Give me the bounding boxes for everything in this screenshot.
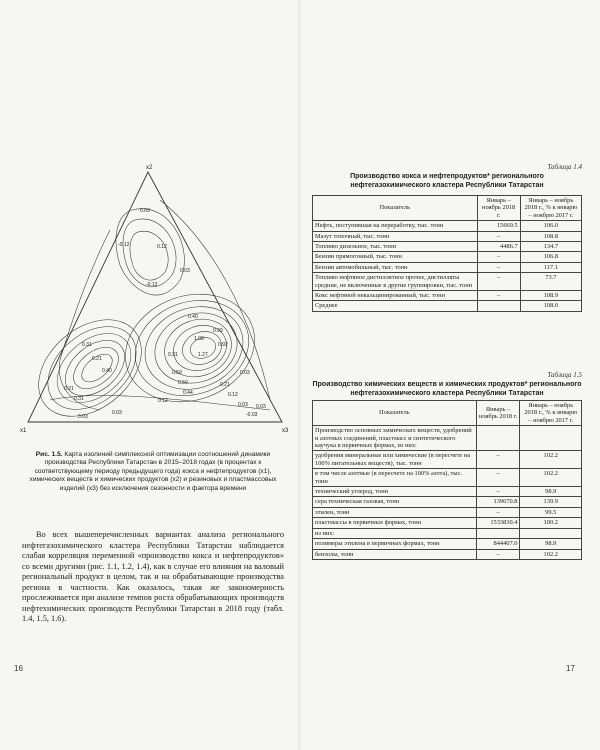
- table-row: [313, 291, 582, 301]
- table-cell: этилен, тонн: [313, 507, 477, 517]
- contour-label: 0.92: [218, 342, 228, 348]
- table-cell: 98.9: [520, 487, 582, 497]
- table-cell: 108.8: [520, 231, 581, 241]
- table-row: [313, 262, 582, 272]
- table-row: [313, 252, 582, 262]
- table-header-cell: Январь – ноябрь 2018 г., % к январю – ноябрю 2017 г.: [520, 401, 582, 426]
- figure-caption-text: Карта изолиний симплексной оптимизации соотношений динамики производства Республики Татарстан в 2015–2018 годах (в процентах к соответствующему периоду предыдущего года) кокса и нефтепродуктов (x1), химических веществ и химических продуктов (x2) и резиновых и пластмассовых изделий (x3) без исключения сезонности и фактора времени: [29, 451, 277, 492]
- axis-label-x2: x2: [146, 165, 153, 171]
- table-cell: 102.2: [520, 451, 582, 469]
- table-cell: бензолы, тонн: [313, 549, 477, 559]
- table-row: [313, 221, 582, 231]
- contour-label: 0.03: [140, 208, 150, 214]
- table-cell: Нефть, поступившая на переработку, тыс. тонн: [313, 221, 478, 231]
- table-header-row: [313, 196, 582, 221]
- table-row: [313, 242, 582, 252]
- table-cell: –: [476, 549, 520, 559]
- contour-label: 0.99: [213, 328, 223, 334]
- simplex-contour-figure: [20, 160, 292, 450]
- table-cell: 134.7: [520, 242, 581, 252]
- contour-label: 0.12: [158, 398, 168, 404]
- contour-label: 0.12: [228, 392, 238, 398]
- table-cell: 108.9: [520, 291, 581, 301]
- table-cell: 117.1: [520, 262, 581, 272]
- table-cell: из них:: [313, 528, 477, 538]
- table-1-5: [312, 400, 582, 560]
- table-header-cell: Январь – ноябрь 2018 г.: [476, 401, 520, 426]
- page-number-right: 17: [566, 664, 575, 673]
- table-cell: 98.9: [520, 539, 582, 549]
- contour-label: -0.12: [146, 282, 158, 288]
- table-cell: 4486.7: [477, 242, 520, 252]
- table-row: [313, 518, 582, 528]
- contour-label: 0.40: [102, 368, 112, 374]
- table-cell: 102.2: [520, 549, 582, 559]
- table-cell: пластмассы в первичных формах, тонн: [313, 518, 477, 528]
- table-header-cell: Показатель: [313, 196, 478, 221]
- table-cell: 106.8: [520, 252, 581, 262]
- table-1-4-label: Таблица 1.4: [547, 163, 582, 171]
- table-cell: –: [477, 273, 520, 291]
- contour-label: 0.03: [78, 414, 88, 420]
- contour-label: 1.08: [194, 336, 204, 342]
- table-cell: [477, 301, 520, 311]
- table-cell: –: [476, 487, 520, 497]
- table-cell: Топливо нефтяное дистиллятное прочее, дистилляты средние, не включенные в другие группировки, тыс. тонн: [313, 273, 478, 291]
- table-1-4: [312, 195, 582, 312]
- table-cell: полимеры этилена в первичных формах, тонн: [313, 539, 477, 549]
- table-cell: сера техническая газовая, тонн: [313, 497, 477, 507]
- table-cell: Бензин автомобильный, тыс. тонн: [313, 262, 478, 272]
- table-cell: –: [477, 252, 520, 262]
- contour-label: 0.31: [168, 352, 178, 358]
- contour-label: 0.59: [172, 370, 182, 376]
- table-row: [313, 469, 582, 487]
- table-cell: 1533830.4: [476, 518, 520, 528]
- table-cell: 139670.8: [476, 497, 520, 507]
- figure-caption: [22, 451, 284, 493]
- table-row: [313, 451, 582, 469]
- table-1-4-title: Производство кокса и нефтепродуктов* регионального нефтегазохимического кластера Республики Татарстан: [350, 173, 544, 189]
- table-row: [313, 426, 582, 451]
- body-paragraph: Во всех вышеперечисленных вариантах анализа регионального нефтегазохимического кластера Республики Татарстан наблюдается слабая корреляция переменной «производство кокса и нефтепродуктов» со всеми другими (рис. 1.1, 1.2, 1.4), как в случае его влияния на валовый региональный продукт в целом, так и на обрабатывающие производства региона в частности. Как оказалось, такая же закономерность прослеживается при анализе темпов роста обрабатывающих производств нефтехимических производств Республики Татарстан в 2018 году (табл. 1.4, 1.5, 1.6).: [22, 530, 284, 623]
- table-header-cell: Январь – ноябрь 2018 г.: [477, 196, 520, 221]
- table-cell: удобрения минеральные или химические (в пересчете на 100% питательных веществ), тыс. тонн: [313, 451, 477, 469]
- table-cell: 99.5: [520, 507, 582, 517]
- table-row: [313, 497, 582, 507]
- table-cell: Мазут топочный, тыс. тонн: [313, 231, 478, 241]
- table-cell: 73.7: [520, 273, 581, 291]
- table-cell: Производство основных химических веществ, удобрений и азотных соединений, пластмасс и синтетического каучука в первичных формах, из них:: [313, 426, 477, 451]
- table-cell: 139.9: [520, 497, 582, 507]
- contour-label: 0.03: [180, 268, 190, 274]
- contour-label: 0.03: [112, 410, 122, 416]
- table-cell: 100.2: [520, 518, 582, 528]
- table-row: [313, 273, 582, 291]
- table-1-5-title: Производство химических веществ и химических продуктов* регионального нефтегазохимического кластера Республики Татарстан: [312, 381, 582, 397]
- figure-caption-number: Рис. 1.5.: [35, 451, 63, 458]
- contour-label: -0.12: [118, 242, 130, 248]
- table-cell: 106.0: [520, 221, 581, 231]
- table-row: [313, 487, 582, 497]
- axis-label-x3: x3: [282, 428, 289, 434]
- table-cell: в том числе азотные (в пересчете на 100% азота), тыс. тонн: [313, 469, 477, 487]
- table-cell: –: [476, 507, 520, 517]
- contour-label: 0.21: [92, 356, 102, 362]
- table-header-row: [313, 401, 582, 426]
- table-cell: [476, 426, 520, 451]
- contour-label: 0.21: [64, 386, 74, 392]
- axis-label-x1: x1: [20, 428, 27, 434]
- left-body-text: [22, 530, 284, 625]
- contour-label: 0.12: [157, 244, 167, 250]
- table-cell: [476, 528, 520, 538]
- table-row: [313, 539, 582, 549]
- table-cell: –: [476, 469, 520, 487]
- table-row: [313, 549, 582, 559]
- contour-label: 0.50: [178, 380, 188, 386]
- contour-label: 0.03: [256, 404, 266, 410]
- table-cell: 844407.0: [476, 539, 520, 549]
- table-row: [313, 301, 582, 311]
- contour-label: 0.40: [188, 314, 198, 320]
- table-header-cell: Январь – ноябрь 2018 г., % к январю – ноябрю 2017 г.: [520, 196, 581, 221]
- table-row: [313, 528, 582, 538]
- table-cell: Кокс нефтяной некальцинированный, тыс. тонн: [313, 291, 478, 301]
- table-cell: –: [477, 262, 520, 272]
- contour-label: -0.03: [246, 412, 258, 418]
- table-header-cell: Показатель: [313, 401, 477, 426]
- table-cell: 102.2: [520, 469, 582, 487]
- contour-label: 0.31: [82, 342, 92, 348]
- contour-label: 0.03: [240, 370, 250, 376]
- contour-label: 0.31: [74, 396, 84, 402]
- table-cell: Среднее: [313, 301, 478, 311]
- table-cell: 15669.5: [477, 221, 520, 231]
- page-number-left: 16: [14, 664, 23, 673]
- table-row: [313, 231, 582, 241]
- contour-label: 1.27: [198, 352, 208, 358]
- contour-label: 0.03: [238, 402, 248, 408]
- table-row: [313, 507, 582, 517]
- table-1-5-label: Таблица 1.5: [547, 371, 582, 379]
- contour-label: 0.44: [183, 390, 193, 396]
- table-cell: [520, 528, 582, 538]
- table-cell: Топливо дизельное, тыс. тонн: [313, 242, 478, 252]
- table-cell: 108.0: [520, 301, 581, 311]
- table-cell: технический углерод, тонн: [313, 487, 477, 497]
- table-cell: –: [476, 451, 520, 469]
- table-cell: Бензин прямогонный, тыс. тонн: [313, 252, 478, 262]
- table-cell: [520, 426, 582, 451]
- contour-label: 0.21: [220, 382, 230, 388]
- table-cell: –: [477, 231, 520, 241]
- table-cell: –: [477, 291, 520, 301]
